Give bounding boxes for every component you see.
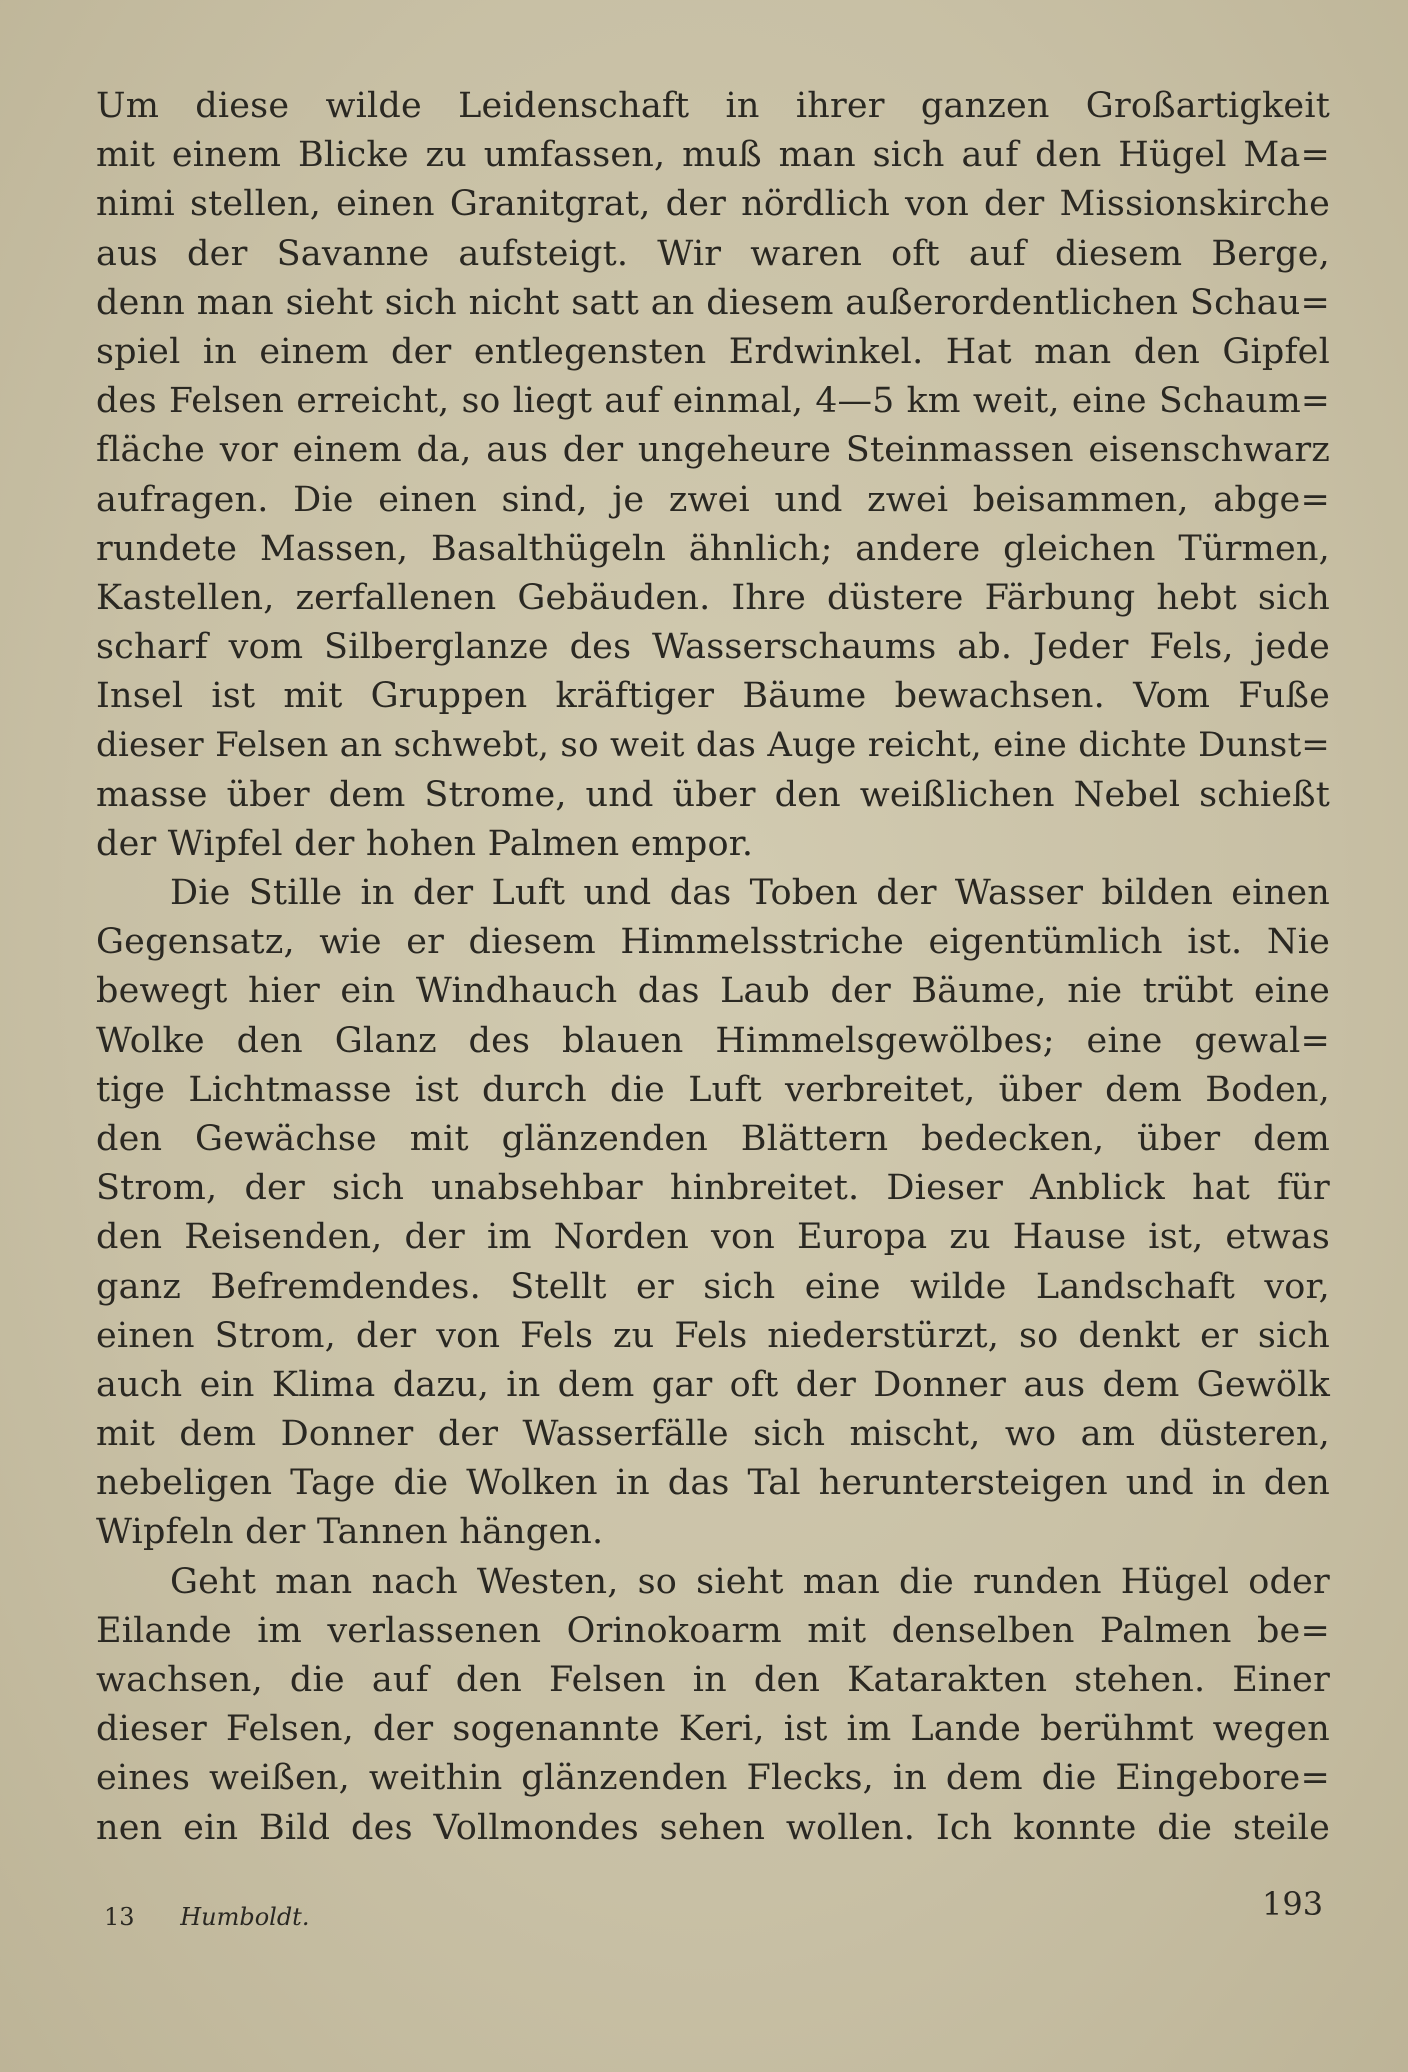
page-footer: [104, 1900, 309, 1934]
text-line: rundete Massen, Basalthügeln ähnlich; andere gleichen Türmen,: [96, 528, 1330, 569]
text-line: nebeligen Tage die Wolken in das Tal heruntersteigen und in den: [96, 1463, 1330, 1504]
text-line: mit einem Blicke zu umfassen, muß man sich auf den Hügel Ma=: [96, 135, 1330, 176]
page-number: 193: [1262, 1885, 1324, 1923]
text-line: dieser Felsen an schwebt, so weit das Auge reicht, eine dichte Dunst=: [96, 725, 1330, 766]
body-text: [96, 82, 1330, 1853]
text-line: Wipfeln der Tannen hängen.: [96, 1512, 604, 1553]
text-line: des Felsen erreicht, so liegt auf einmal, 4—5 km weit, eine Schaum=: [96, 381, 1330, 422]
text-line: einen Strom, der von Fels zu Fels niederstürzt, so denkt er sich: [96, 1315, 1330, 1356]
text-line: eines weißen, weithin glänzenden Flecks, in dem die Eingebore=: [96, 1758, 1330, 1799]
text-line: Gegensatz, wie er diesem Himmelsstriche eigentümlich ist. Nie: [96, 922, 1330, 963]
text-line: bewegt hier ein Windhauch das Laub der Bäume, nie trübt eine: [96, 971, 1330, 1012]
paragraph-start-line: Geht man nach Westen, so sieht man die runden Hügel oder: [170, 1561, 1330, 1602]
text-line: mit dem Donner der Wasserfälle sich mischt, wo am düsteren,: [96, 1414, 1330, 1455]
text-line: Kastellen, zerfallenen Gebäuden. Ihre düstere Färbung hebt sich: [96, 577, 1330, 618]
text-line: Wolke den Glanz des blauen Himmelsgewölbes; eine gewal=: [96, 1020, 1330, 1061]
text-line: denn man sieht sich nicht satt an diesem außerordentlichen Schau=: [96, 282, 1330, 323]
text-line: ganz Befremdendes. Stellt er sich eine wilde Landschaft vor,: [96, 1266, 1330, 1307]
author-mark: Humboldt.: [180, 1903, 310, 1931]
text-line: Eilande im verlassenen Orinokoarm mit denselben Palmen be=: [96, 1610, 1330, 1651]
text-line: der Wipfel der hohen Palmen empor.: [96, 823, 754, 864]
text-line: auch ein Klima dazu, in dem gar oft der Donner aus dem Gewölk: [96, 1364, 1330, 1405]
text-line: nimi stellen, einen Granitgrat, der nördlich von der Missionskirche: [96, 184, 1330, 225]
text-line: Strom, der sich unabsehbar hinbreitet. Dieser Anblick hat für: [96, 1168, 1330, 1209]
text-line: den Gewächse mit glänzenden Blättern bedecken, über dem: [96, 1118, 1330, 1159]
signature-mark: 13: [104, 1903, 135, 1931]
text-line: Um diese wilde Leidenschaft in ihrer ganzen Großartigkeit: [96, 86, 1330, 126]
paragraph-start-line: Die Stille in der Luft und das Toben der Wasser bilden einen: [170, 873, 1330, 913]
text-line: dieser Felsen, der sogenannte Keri, ist im Lande berühmt wegen: [96, 1709, 1330, 1750]
text-line: spiel in einem der entlegensten Erdwinkel. Hat man den Gipfel: [96, 331, 1330, 372]
text-line: Insel ist mit Gruppen kräftiger Bäume bewachsen. Vom Fuße: [96, 676, 1330, 717]
text-line: den Reisenden, der im Norden von Europa zu Hause ist, etwas: [96, 1217, 1330, 1258]
text-line: wachsen, die auf den Felsen in den Katarakten stehen. Einer: [96, 1660, 1330, 1700]
text-line: aufragen. Die einen sind, je zwei und zwei beisammen, abge=: [96, 479, 1330, 520]
text-line: aus der Savanne aufsteigt. Wir waren oft auf diesem Berge,: [96, 233, 1330, 274]
text-line: masse über dem Strome, und über den weißlichen Nebel schießt: [96, 774, 1330, 815]
text-line: fläche vor einem da, aus der ungeheure Steinmassen eisenschwarz: [96, 430, 1330, 471]
text-line: nen ein Bild des Vollmondes sehen wollen. Ich konnte die steile: [96, 1807, 1330, 1848]
text-line: tige Lichtmasse ist durch die Luft verbreitet, über dem Boden,: [96, 1069, 1330, 1110]
text-line: scharf vom Silberglanze des Wasserschaums ab. Jeder Fels, jede: [96, 627, 1330, 668]
